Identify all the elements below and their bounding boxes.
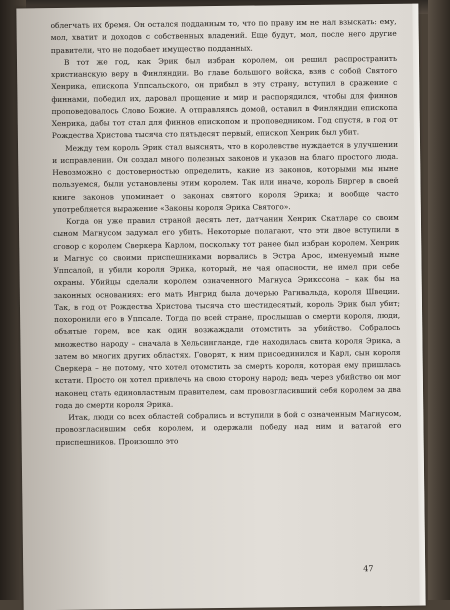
paragraph: облегчать их бремя. Он остался подданным то, что по праву им не нал взыскать: ему, мол, хватит и доходов с собственных владений. Еще будут, мол, после него другие правители, что не подобает имущество подданных.: [50, 16, 397, 55]
book-page: [16, 4, 425, 610]
page-edge: [412, 4, 425, 606]
paragraph: Итак, люди со всех областей собрались и вступили в бой с означенным Магнусом, провозгласившим себя королем, и одержали победу над ним и ватагой его приспешников. Произошло это: [55, 408, 402, 447]
paragraph: Между тем король Эрик стал выяснять, что в королевстве нуждается в улучшении и исправлении. Он создал много полезных законов и указов на благо простого люда. Невозможно с достоверностью определить, какие из законов, которыми мы ныне пользуемся, были установлены этим королем. Так или иначе, король Биргер в своей книге законов упоминает о законах святого короля Эрика; и вообще часто употребляется выражение «Законы короля Эрика Святого».: [52, 139, 399, 214]
paragraph: Когда он уже правил страной десять лет, датчанин Хенрик Скатларе со своим сыном Магнусом задумал его убить. Некоторые полагают, что эти двое вступили в сговор с королем Сверкера Карлом, поскольку тот ранее был избран королем. Хенрик и Магнус со своими приспешниками ворвались в Эстра Арос, именуемый ныне Уппсалой, и убили короля Эрика, который, не чая опасности, не имел при себе охраны. Убийцы сделали королем означенного Магнуса Эрикссона – как бы на законных основаниях: его мать Ингрид была дочерью Рагнвальда, короля Швеции. Так, в год от Рождества Христова тысяча сто шестидесятый, король Эрик был убит; похоронили его в Уппсале. Тогда по всей стране, прослышав о смерти короля, люди, объятые горем, все как один возжаждали отомстить за убийство. Собралось множество народу – сначала в Хельсингланде, где находилась свита короля Эрика, а затем во многих других областях. Говорят, к ним присоединился и Карл, сын короля Сверкера – не потому, что хотел отомстить за смерть короля, которая ему пришлась кстати. Просто он хотел привлечь на свою сторону народ; ведь через убийство он мог наконец стать единовластным правителем, сам провозгласивший себя королем за два года до смерти короля Эрика.: [53, 212, 402, 410]
body-text: [50, 16, 401, 449]
paragraph: В тот же год, как Эрик был избран королем, он решил распространить христианскую веру в Финляндии. Во главе большого войска, взяв с собой Святого Хенрика, епископа Уппсальского, он прибыл в эту страну, вступил в сражение с финнами, победил их, даровал прощение и мир и распорядился, чтобы для финнов проповедовалось Слово Божие. А отправляясь домой, оставил в Финляндии епископа Хенрика, дабы тот стал для финнов епископом и проповедником. Год спустя, в год от Рождества Христова тысяча сто пятьдесят первый, епископ Хенрик был убит.: [51, 53, 398, 141]
page-number: 47: [363, 564, 374, 574]
background-right: [428, 0, 450, 600]
